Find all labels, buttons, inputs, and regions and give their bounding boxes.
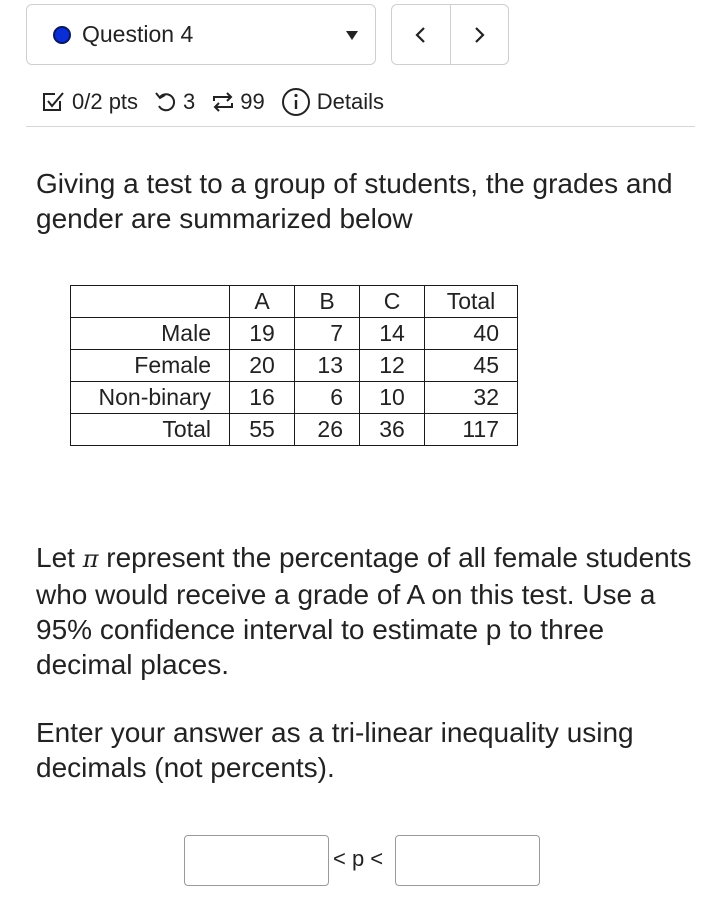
- next-question-button[interactable]: [450, 5, 509, 64]
- instructions-paragraph: [36, 540, 696, 682]
- table-cell: [71, 286, 230, 318]
- question-label: Question 4: [82, 21, 194, 47]
- table-cell: 12: [360, 350, 425, 382]
- chevron-left-icon: [414, 25, 428, 45]
- pi-symbol: π: [82, 545, 99, 573]
- table-header-cell: Total: [425, 286, 518, 318]
- row-label: Total: [71, 414, 230, 446]
- table-cell: 13: [295, 350, 360, 382]
- table-row: [71, 318, 518, 350]
- attempts-count: 99: [240, 89, 265, 114]
- retry-icon: [153, 89, 179, 115]
- chevron-right-icon: [472, 25, 486, 45]
- retries-count: 3: [183, 89, 196, 114]
- caret-down-icon: [346, 31, 358, 40]
- question-select[interactable]: [26, 4, 376, 65]
- table-cell: 14: [360, 318, 425, 350]
- details-link[interactable]: Details: [316, 89, 385, 114]
- table-header-cell: C: [360, 286, 425, 318]
- table-row: [71, 350, 518, 382]
- table-cell: 7: [295, 318, 360, 350]
- question-nav: [391, 4, 509, 65]
- table-cell: 16: [230, 382, 295, 414]
- grades-table: [70, 285, 518, 446]
- attempts-icon: [209, 89, 237, 115]
- table-cell: 20: [230, 350, 295, 382]
- question-meta: [40, 84, 384, 120]
- table-header-row: [71, 286, 518, 318]
- table-header-cell: B: [295, 286, 360, 318]
- table-cell: 10: [360, 382, 425, 414]
- table-cell: 45: [425, 350, 518, 382]
- divider: [26, 126, 695, 127]
- table-row: [71, 382, 518, 414]
- table-cell: 36: [360, 414, 425, 446]
- previous-question-button[interactable]: [392, 5, 450, 64]
- lower-bound-input[interactable]: [184, 835, 329, 886]
- inequality-label: < p <: [333, 846, 384, 871]
- info-icon[interactable]: [281, 87, 311, 117]
- format-instructions: Enter your answer as a tri-linear inequality using decimals (not percents).: [36, 717, 634, 783]
- points-text: 0/2 pts: [72, 89, 139, 114]
- table-row: [71, 414, 518, 446]
- instructions-let: Let: [36, 542, 75, 573]
- upper-bound-input[interactable]: [395, 835, 540, 886]
- instructions-text: represent the percentage of all female students who would receive a grade of A on this test. Use a 95% confidence interval to estimate p to three decimal places.: [36, 542, 692, 680]
- table-cell: 40: [425, 318, 518, 350]
- table-header-cell: A: [230, 286, 295, 318]
- row-label: Male: [71, 318, 230, 350]
- row-label: Female: [71, 350, 230, 382]
- row-label: Non-binary: [71, 382, 230, 414]
- table-cell: 19: [230, 318, 295, 350]
- table-cell: 32: [425, 382, 518, 414]
- table-cell: 117: [425, 414, 518, 446]
- table-cell: 6: [295, 382, 360, 414]
- checkbox-check-icon: [40, 89, 66, 115]
- table-cell: 26: [295, 414, 360, 446]
- status-dot: [53, 26, 71, 44]
- question-prompt: Giving a test to a group of students, the grades and gender are summarized below: [36, 168, 673, 234]
- table-cell: 55: [230, 414, 295, 446]
